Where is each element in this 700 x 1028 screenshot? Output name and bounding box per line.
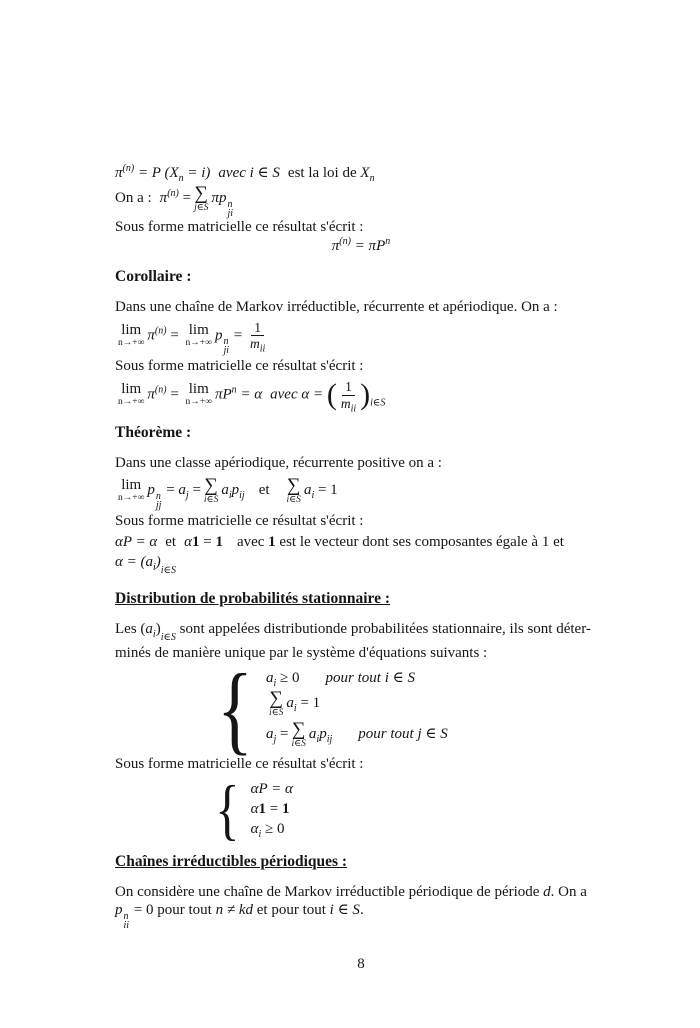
heading-text: Théorème : <box>115 424 192 442</box>
math-fragment: p <box>231 481 240 498</box>
subscript: jj <box>155 499 162 511</box>
sum-icon: ∑ <box>286 474 301 496</box>
chaines-paragraph-line-1 <box>115 884 607 902</box>
section-heading-corollaire <box>115 268 607 286</box>
math-fragment: a <box>286 695 294 712</box>
subscript: ii <box>350 403 357 415</box>
sum-operator <box>287 476 301 506</box>
subscript: ji <box>227 207 234 219</box>
math-fragment: π <box>147 386 155 403</box>
superscript: (n) <box>154 384 167 396</box>
text-fragment: Les ( <box>115 621 146 638</box>
math-fragment: p <box>115 902 123 919</box>
text-fragment: = 0 pour tout <box>130 902 216 919</box>
distribution-paragraph-line-1 <box>115 621 607 644</box>
math-fragment: αP = α <box>115 533 158 550</box>
subscript: i <box>258 829 262 841</box>
lim-operator <box>118 382 144 408</box>
math-fragment: ≥ 0 <box>261 821 285 838</box>
sup-sub-stack <box>156 492 162 510</box>
math-fragment: m <box>249 336 260 352</box>
math-fragment: avec α = <box>270 386 327 403</box>
math-fragment: π <box>115 165 123 181</box>
math-fragment: π <box>331 237 340 254</box>
fraction <box>248 319 267 356</box>
math-fragment: α <box>250 821 259 838</box>
text-fragment: et pour tout <box>253 902 330 919</box>
outer-subscript: i∈S <box>160 632 176 644</box>
subscript: ii <box>259 344 266 356</box>
open-paren: ( <box>326 378 337 412</box>
math-fragment: πP <box>214 386 232 403</box>
text-fragment: Sous forme matricielle ce résultat s'écrit : <box>115 512 364 529</box>
math-fragment: αP = α <box>250 780 293 797</box>
intro-line-2 <box>115 184 607 218</box>
math-fragment: π <box>147 327 155 344</box>
math-fragment: = α <box>236 386 263 403</box>
intro-display-formula <box>115 235 607 256</box>
sup-sub-stack <box>228 200 234 218</box>
heading-text: Corollaire : <box>115 268 192 286</box>
sum-operator <box>194 184 208 214</box>
text-fragment: est le vecteur dont ses composantes égale à 1 et <box>275 533 564 550</box>
text-fragment: et <box>165 533 177 550</box>
lim-label: lim <box>121 381 142 398</box>
math-fragment: = <box>199 533 216 550</box>
superscript: n <box>227 198 233 210</box>
math-fragment: a <box>145 621 153 638</box>
math-fragment: = <box>266 800 282 817</box>
page-number: 8 <box>357 956 365 973</box>
math-fragment: ) <box>155 621 161 638</box>
math-fragment: p <box>319 726 327 743</box>
section-heading-distribution <box>115 590 607 608</box>
superscript: (n) <box>154 325 167 337</box>
system-row <box>266 669 448 687</box>
system-row <box>251 780 293 798</box>
math-fragment: avec i ∈ S <box>218 165 280 181</box>
superscript: n <box>155 490 161 502</box>
bold-one: 1 <box>258 800 267 817</box>
text-fragment: Dans une classe apériodique, récurrente positive on a : <box>115 455 442 472</box>
numerator: 1 <box>251 320 264 337</box>
subscript: ij <box>326 734 333 746</box>
matricielle-line <box>115 219 607 237</box>
outer-subscript: i∈S <box>160 565 176 577</box>
superscript: n <box>223 336 229 348</box>
lim-operator <box>118 478 144 504</box>
bold-one: 1 <box>281 800 290 817</box>
math-fragment: a <box>178 481 186 498</box>
corollaire-formula-2 <box>115 378 607 415</box>
superscript: n <box>123 911 129 923</box>
chaines-paragraph-line-2 <box>115 902 607 930</box>
lim-label: lim <box>188 322 209 339</box>
subscript: ij <box>239 489 245 501</box>
math-fragment: n ≠ kd <box>215 902 253 919</box>
sum-limit: j∈S <box>194 202 209 213</box>
math-fragment: = P (X <box>134 165 179 181</box>
math-fragment: πp <box>211 189 227 206</box>
denominator <box>339 395 358 415</box>
condition-text: pour tout i ∈ S <box>325 669 415 686</box>
text-fragment: sont appelées distributionde probabilitées stationnaire, ils sont déter- <box>175 621 591 638</box>
math-fragment: X <box>360 165 370 181</box>
section-heading-chaines <box>115 853 607 871</box>
text-fragment: Dans une chaîne de Markov irréductible, récurrente et apériodique. On a : <box>115 299 558 316</box>
math-fragment: α = (a <box>115 554 153 571</box>
math-fragment: a <box>303 481 312 498</box>
intro-line-1 <box>115 165 607 183</box>
theoreme-formula-1 <box>115 476 607 510</box>
text-fragment: Sous forme matricielle ce résultat s'écrit : <box>115 755 364 772</box>
sum-icon: ∑ <box>291 719 306 741</box>
matricielle-line <box>115 756 607 774</box>
math-fragment: ) <box>155 554 161 571</box>
math-fragment: a <box>266 726 274 743</box>
subscript: i <box>153 562 156 574</box>
system-row <box>266 689 448 719</box>
math-fragment: = <box>178 189 192 206</box>
subscript: n <box>178 173 184 184</box>
sum-icon: ∑ <box>269 687 283 709</box>
math-fragment: = <box>230 327 246 344</box>
lim-operator <box>118 323 144 349</box>
superscript: n <box>385 235 391 247</box>
left-brace: { <box>215 770 240 847</box>
lim-operator <box>186 382 212 408</box>
sup-sub-stack <box>223 337 229 355</box>
bold-one: 1 <box>215 533 223 550</box>
sup-sub-stack <box>124 912 130 930</box>
math-fragment: m <box>340 395 351 411</box>
text-fragment: Sous forme matricielle ce résultat s'écrit : <box>115 218 364 235</box>
subscript: i <box>152 629 156 641</box>
heading-text: Distribution de probabilités stationnaire : <box>115 590 391 608</box>
math-fragment: p <box>147 481 155 498</box>
fraction <box>339 379 358 415</box>
left-brace: { <box>217 653 253 765</box>
system-rows <box>251 779 293 840</box>
condition-text: pour tout j ∈ S <box>358 726 448 743</box>
sum-operator <box>204 476 218 506</box>
bold-one: 1 <box>191 533 200 550</box>
subscript: n <box>369 173 375 184</box>
math-fragment: d <box>543 883 551 900</box>
lim-limit: n→+∞ <box>118 338 145 349</box>
math-fragment: = <box>162 481 179 498</box>
math-fragment: ≥ 0 <box>276 669 300 686</box>
text-fragment: est la loi de <box>287 165 361 181</box>
sum-operator <box>269 689 283 719</box>
lim-label: lim <box>121 322 142 339</box>
subscript: j <box>185 489 189 501</box>
lim-limit: n→+∞ <box>118 492 145 503</box>
denominator <box>248 336 267 356</box>
sum-limit: i∈S <box>269 707 284 718</box>
superscript: (n) <box>122 163 135 174</box>
page-content <box>115 164 607 975</box>
subscript: i <box>273 677 277 689</box>
math-fragment: = <box>166 386 183 403</box>
bold-one: 1 <box>268 533 276 550</box>
text-fragment: . On a <box>550 883 587 900</box>
subscript: ji <box>223 345 229 357</box>
math-fragment: α <box>184 533 192 550</box>
math-fragment: α <box>250 800 259 817</box>
subscript: j <box>273 734 277 746</box>
subscript: i <box>316 734 320 746</box>
math-fragment: = <box>166 327 183 344</box>
sum-limit: i∈S <box>286 494 301 505</box>
lim-label: lim <box>188 381 209 398</box>
matricielle-line <box>115 513 607 531</box>
superscript: (n) <box>167 187 179 199</box>
math-fragment: = 1 <box>314 481 338 498</box>
section-heading-theoreme <box>115 424 607 442</box>
math-fragment: a <box>266 669 274 686</box>
equation-system-2 <box>211 770 607 847</box>
theoreme-formula-3 <box>115 554 607 577</box>
system-row <box>266 720 448 750</box>
subscript: ii <box>123 920 130 932</box>
text-fragment: et <box>258 481 270 498</box>
lim-limit: n→+∞ <box>185 397 212 408</box>
math-fragment: π <box>159 189 168 206</box>
math-fragment: = 1 <box>296 695 321 712</box>
matricielle-line <box>115 358 607 376</box>
math-fragment: = <box>188 481 201 498</box>
text-fragment: On considère une chaîne de Markov irréductible périodique de période <box>115 883 544 900</box>
lim-operator <box>186 323 212 349</box>
subscript: i <box>311 489 315 501</box>
theoreme-formula-2 <box>115 534 607 552</box>
sum-limit: i∈S <box>291 739 306 750</box>
math-fragment: = i) <box>183 165 211 181</box>
corollaire-paragraph <box>115 299 607 317</box>
sum-operator <box>292 720 306 750</box>
math-fragment: a <box>308 726 317 743</box>
theoreme-paragraph <box>115 455 607 473</box>
equation-system-1 <box>211 653 607 765</box>
text-fragment: Sous forme matricielle ce résultat s'écrit : <box>115 358 364 375</box>
superscript: (n) <box>339 235 351 247</box>
lim-limit: n→+∞ <box>185 338 212 349</box>
system-row <box>250 820 293 841</box>
lim-limit: n→+∞ <box>118 397 145 408</box>
numerator: 1 <box>342 379 355 396</box>
subscript: i <box>228 489 232 501</box>
text-fragment: . <box>359 902 364 919</box>
outer-subscript: i∈S <box>370 397 386 409</box>
close-paren: ) <box>360 378 371 412</box>
corollaire-formula-1 <box>115 320 607 355</box>
heading-text: Chaînes irréductibles périodiques : <box>115 852 348 870</box>
math-fragment: = πP <box>350 237 386 254</box>
superscript: n <box>231 384 237 396</box>
math-fragment: a <box>221 481 229 498</box>
text-fragment: On a : <box>115 189 152 206</box>
system-row <box>251 800 293 818</box>
lim-label: lim <box>121 476 142 493</box>
distribution-paragraph-line-2 <box>115 645 607 663</box>
math-fragment: p <box>214 327 223 344</box>
sum-limit: i∈S <box>203 494 219 505</box>
subscript: i <box>293 703 297 715</box>
math-fragment: = <box>276 726 289 743</box>
system-rows <box>266 668 448 751</box>
text-fragment: avec <box>236 533 269 550</box>
math-fragment: i ∈ S <box>329 902 360 919</box>
sum-icon: ∑ <box>194 182 209 204</box>
sum-icon: ∑ <box>204 474 218 496</box>
text-fragment: minés de manière unique par le système d'équations suivants : <box>115 644 488 661</box>
